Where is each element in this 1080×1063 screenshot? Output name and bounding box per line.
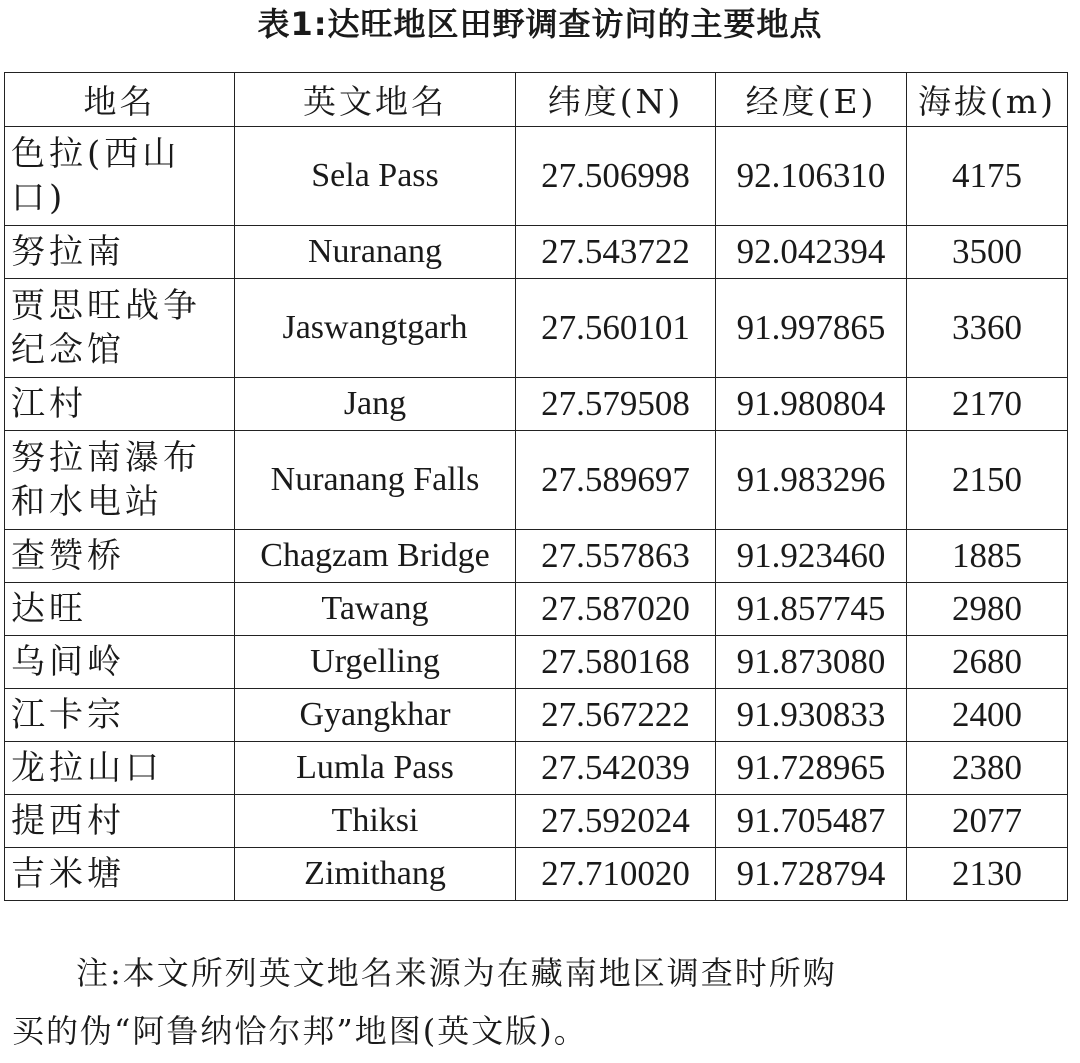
table-row [5,378,1068,431]
cell-place-name: 查赞桥 [5,530,235,583]
cell-english-name: Lumla Pass [235,742,516,795]
header-altitude: 海拔(m) [907,73,1068,127]
table-row [5,795,1068,848]
cell-place-name: 龙拉山口 [5,742,235,795]
cell-latitude: 27.592024 [516,795,716,848]
cell-latitude: 27.567222 [516,689,716,742]
header-english-name: 英文地名 [235,73,516,127]
cell-altitude: 1885 [907,530,1068,583]
cell-latitude: 27.506998 [516,127,716,226]
table-row [5,689,1068,742]
cell-place-name: 提西村 [5,795,235,848]
cell-latitude: 27.560101 [516,279,716,378]
cell-altitude: 2170 [907,378,1068,431]
cell-english-name: Zimithang [235,848,516,901]
cell-latitude: 27.543722 [516,226,716,279]
cell-latitude: 27.710020 [516,848,716,901]
cell-latitude: 27.587020 [516,583,716,636]
table-row [5,226,1068,279]
cell-longitude: 91.980804 [716,378,907,431]
table-row [5,636,1068,689]
cell-altitude: 3500 [907,226,1068,279]
footnote-line-1: 注:本文所列英文地名来源为在藏南地区调查时所购 [76,954,837,992]
table-row [5,127,1068,226]
cell-place-name: 达旺 [5,583,235,636]
table-header-row [5,73,1068,127]
cell-longitude: 91.728965 [716,742,907,795]
cell-place-name: 乌间岭 [5,636,235,689]
cell-longitude: 91.728794 [716,848,907,901]
cell-altitude: 2150 [907,431,1068,530]
table-row [5,431,1068,530]
cell-english-name: Tawang [235,583,516,636]
table-row [5,583,1068,636]
cell-place-name: 江卡宗 [5,689,235,742]
footnote [12,944,1072,1060]
footnote-line-2: 买的伪“阿鲁纳恰尔邦”地图(英文版)。 [12,1012,588,1050]
table-title: 表1:达旺地区田野调查访问的主要地点 [257,5,823,43]
header-place-name: 地名 [5,73,235,127]
cell-latitude: 27.557863 [516,530,716,583]
cell-english-name: Jang [235,378,516,431]
table-row [5,742,1068,795]
cell-place-name: 贾思旺战争纪念馆 [5,279,235,378]
cell-place-name: 吉米塘 [5,848,235,901]
cell-altitude: 2400 [907,689,1068,742]
cell-place-name: 江村 [5,378,235,431]
cell-english-name: Urgelling [235,636,516,689]
cell-latitude: 27.579508 [516,378,716,431]
cell-altitude: 2980 [907,583,1068,636]
cell-english-name: Nuranang Falls [235,431,516,530]
cell-english-name: Nuranang [235,226,516,279]
cell-longitude: 91.930833 [716,689,907,742]
cell-english-name: Thiksi [235,795,516,848]
cell-altitude: 2130 [907,848,1068,901]
header-longitude: 经度(E) [716,73,907,127]
cell-english-name: Gyangkhar [235,689,516,742]
cell-longitude: 91.983296 [716,431,907,530]
cell-altitude: 4175 [907,127,1068,226]
cell-longitude: 91.857745 [716,583,907,636]
cell-english-name: Jaswangtgarh [235,279,516,378]
cell-longitude: 91.873080 [716,636,907,689]
cell-altitude: 2077 [907,795,1068,848]
cell-longitude: 92.042394 [716,226,907,279]
cell-place-name: 色拉(西山口) [5,127,235,226]
cell-english-name: Chagzam Bridge [235,530,516,583]
cell-altitude: 3360 [907,279,1068,378]
table-row [5,530,1068,583]
cell-place-name: 努拉南 [5,226,235,279]
cell-longitude: 91.705487 [716,795,907,848]
cell-altitude: 2380 [907,742,1068,795]
cell-longitude: 92.106310 [716,127,907,226]
cell-latitude: 27.589697 [516,431,716,530]
cell-english-name: Sela Pass [235,127,516,226]
cell-place-name: 努拉南瀑布和水电站 [5,431,235,530]
cell-longitude: 91.997865 [716,279,907,378]
cell-altitude: 2680 [907,636,1068,689]
header-latitude: 纬度(N) [516,73,716,127]
table-row [5,848,1068,901]
cell-latitude: 27.542039 [516,742,716,795]
cell-latitude: 27.580168 [516,636,716,689]
table-row [5,279,1068,378]
locations-table [4,72,1068,901]
cell-longitude: 91.923460 [716,530,907,583]
